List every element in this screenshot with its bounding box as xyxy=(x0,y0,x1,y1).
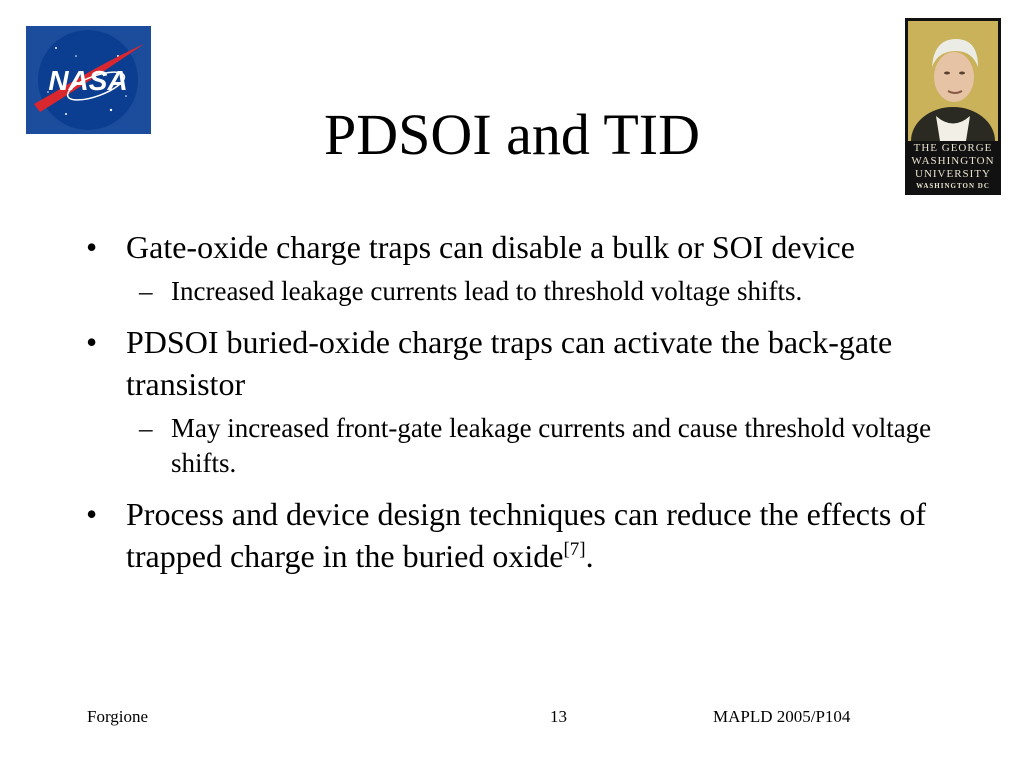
gwu-line-3: UNIVERSITY xyxy=(915,167,991,180)
nasa-logo-text: NASA xyxy=(48,65,128,96)
slide-title: PDSOI and TID xyxy=(324,102,700,167)
footer-page-number: 13 xyxy=(550,707,567,726)
bullet-3-period: . xyxy=(585,538,594,574)
gwu-line-4: WASHINGTON DC xyxy=(916,181,990,190)
dash-marker: – xyxy=(139,413,153,443)
sub-bullet-1-text: Increased leakage currents lead to threshold voltage shifts. xyxy=(171,276,803,306)
citation: [7] xyxy=(563,539,586,560)
bullet-2-text: PDSOI buried-oxide charge traps can activate the back-gate transistor xyxy=(126,324,893,402)
bullet-3 xyxy=(86,493,946,583)
bullet-1-text: Gate-oxide charge traps can disable a bulk or SOI device xyxy=(126,229,855,265)
footer-author: Forgione xyxy=(87,707,149,726)
sub-bullet-2-text: May increased front-gate leakage currents and cause threshold voltage shifts. xyxy=(171,413,932,478)
sub-bullet-1 xyxy=(86,274,946,309)
bullet-list xyxy=(86,226,946,591)
bullet-3-text: Process and device design techniques can reduce the effects of trapped charge in the buried oxide xyxy=(126,496,926,574)
gwu-line-2: WASHINGTON xyxy=(911,154,995,167)
bullet-marker: • xyxy=(86,496,98,532)
bullet-1 xyxy=(86,226,946,268)
bullet-marker: • xyxy=(86,324,98,360)
bullet-marker: • xyxy=(86,229,98,265)
sub-bullet-2 xyxy=(86,411,946,481)
gwu-line-1: THE GEORGE xyxy=(913,142,993,154)
bullet-2 xyxy=(86,321,946,405)
footer-event: MAPLD 2005/P104 xyxy=(713,707,851,726)
dash-marker: – xyxy=(139,276,153,306)
